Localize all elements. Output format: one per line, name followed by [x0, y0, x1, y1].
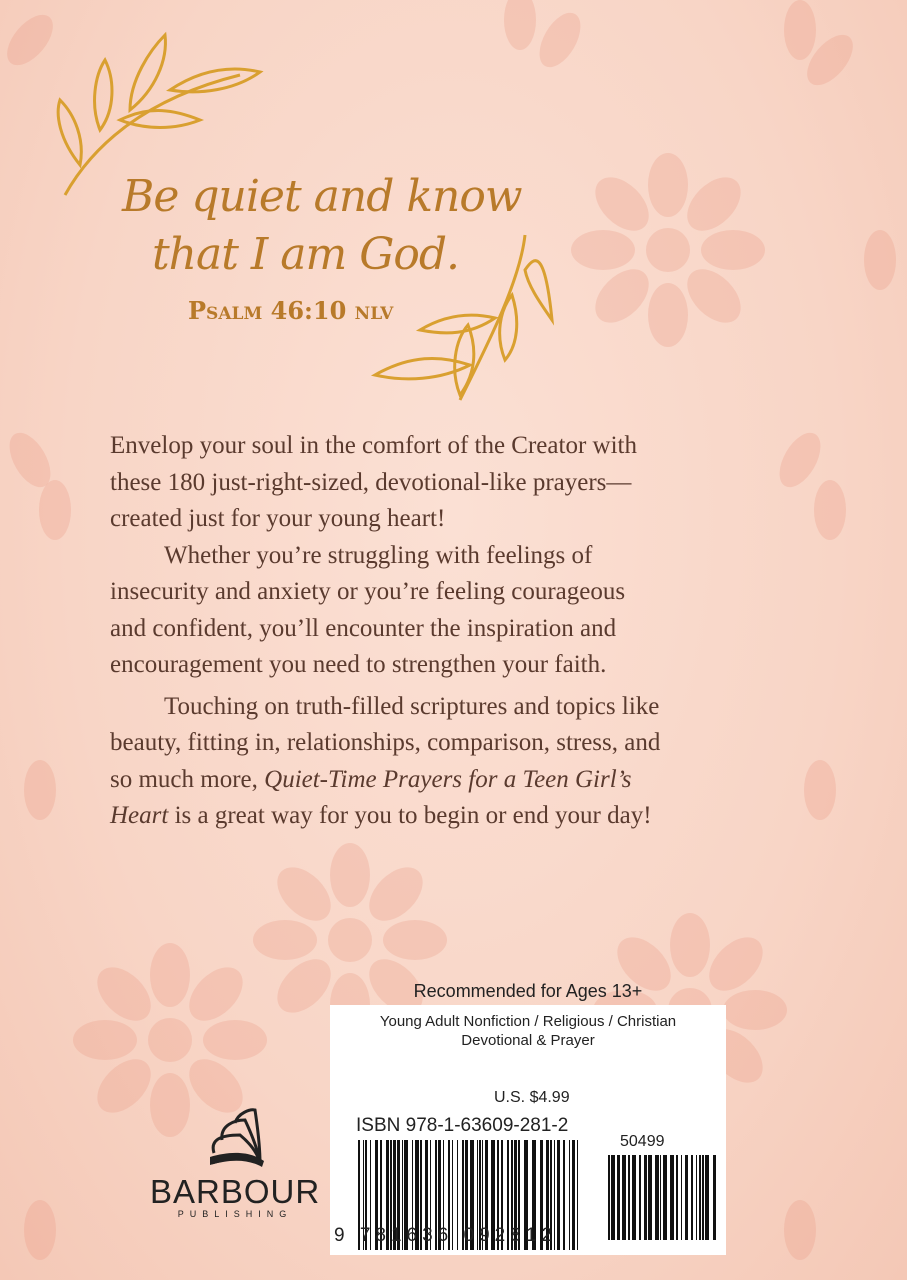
book-fan-icon: [200, 1105, 270, 1167]
description-line: Envelop your soul in the comfort of the Creator with: [110, 432, 637, 459]
barcode-bar: [670, 1155, 674, 1240]
barcode-bar: [696, 1155, 697, 1240]
barcode-bar: [622, 1155, 626, 1240]
barcode-bar: [569, 1140, 570, 1250]
description-line: encouragement you need to strengthen your faith.: [110, 651, 607, 678]
description-line: [110, 798, 660, 835]
barcode-bar: [557, 1140, 560, 1250]
barcode-bar: [691, 1155, 693, 1240]
barcode-bar: [617, 1155, 620, 1240]
barcode-bar: [611, 1155, 615, 1240]
text: is a great way for you to begin or end your day!: [168, 802, 652, 829]
description-line: beauty, fitting in, relationships, comparison, stress, and: [110, 729, 661, 756]
barcode-bar: [572, 1140, 575, 1250]
barcode-bar: [663, 1155, 667, 1240]
barcode-bar: [681, 1155, 682, 1240]
description-line: Touching on truth-filled scriptures and topics like: [164, 692, 660, 720]
quote-line: that I am God.: [152, 229, 460, 280]
barcode-bar: [705, 1155, 709, 1240]
barcode-bar: [702, 1155, 704, 1240]
book-description: [110, 428, 660, 835]
publisher-sub: PUBLISHING: [177, 1209, 293, 1219]
price-addon-code: 50499: [620, 1133, 665, 1150]
text: so much more,: [110, 765, 265, 793]
barcode-bar: [685, 1155, 688, 1240]
description-line: created just for your young heart!: [110, 505, 446, 532]
barcode-bar: [608, 1155, 610, 1240]
barcode-bar: [660, 1155, 661, 1240]
scripture-reference: Psalm 46:10 nlv: [188, 296, 394, 325]
category-line: Young Adult Nonfiction / Religious / Christian: [379, 1013, 677, 1030]
barcode-bar: [644, 1155, 647, 1240]
addon-barcode: [608, 1155, 716, 1240]
barcode-bar: [699, 1155, 701, 1240]
price: U.S. $4.99: [494, 1089, 570, 1106]
book-title: Heart: [110, 802, 169, 829]
description-line: insecurity and anxiety or you’re feeling courageous: [110, 578, 626, 605]
barcode-bar: [577, 1140, 578, 1250]
description-line: these 180 just-right-sized, devotional-like prayers—: [110, 468, 632, 496]
barcode-bar: [648, 1155, 652, 1240]
publisher-name: BARBOUR: [150, 1173, 321, 1210]
barcode-bar: [563, 1140, 565, 1250]
category-line: Devotional & Prayer: [461, 1032, 595, 1049]
barcode-bar: [713, 1155, 716, 1240]
description-line: and confident, you’ll encounter the inspiration and: [110, 614, 617, 642]
description-line: [110, 762, 660, 799]
barcode-bar: [676, 1155, 678, 1240]
barcode-bar: [628, 1155, 630, 1240]
publisher-logo: [150, 1105, 320, 1219]
barcode-digits: 9 781636 092812: [334, 1225, 557, 1246]
barcode-box: [330, 1005, 726, 1255]
description-line: Whether you’re struggling with feelings of: [164, 541, 593, 569]
quote-line: Be quiet and know: [122, 171, 522, 222]
age-recommendation: Recommended for Ages 13+: [413, 981, 643, 1001]
barcode-bar: [639, 1155, 641, 1240]
barcode-bar: [655, 1155, 659, 1240]
barcode-bar: [632, 1155, 636, 1240]
isbn: ISBN 978-1-63609-281-2: [356, 1115, 569, 1136]
scripture-quote: [122, 168, 522, 284]
book-title: Quiet-Time Prayers for a Teen Girl’s: [264, 765, 632, 793]
